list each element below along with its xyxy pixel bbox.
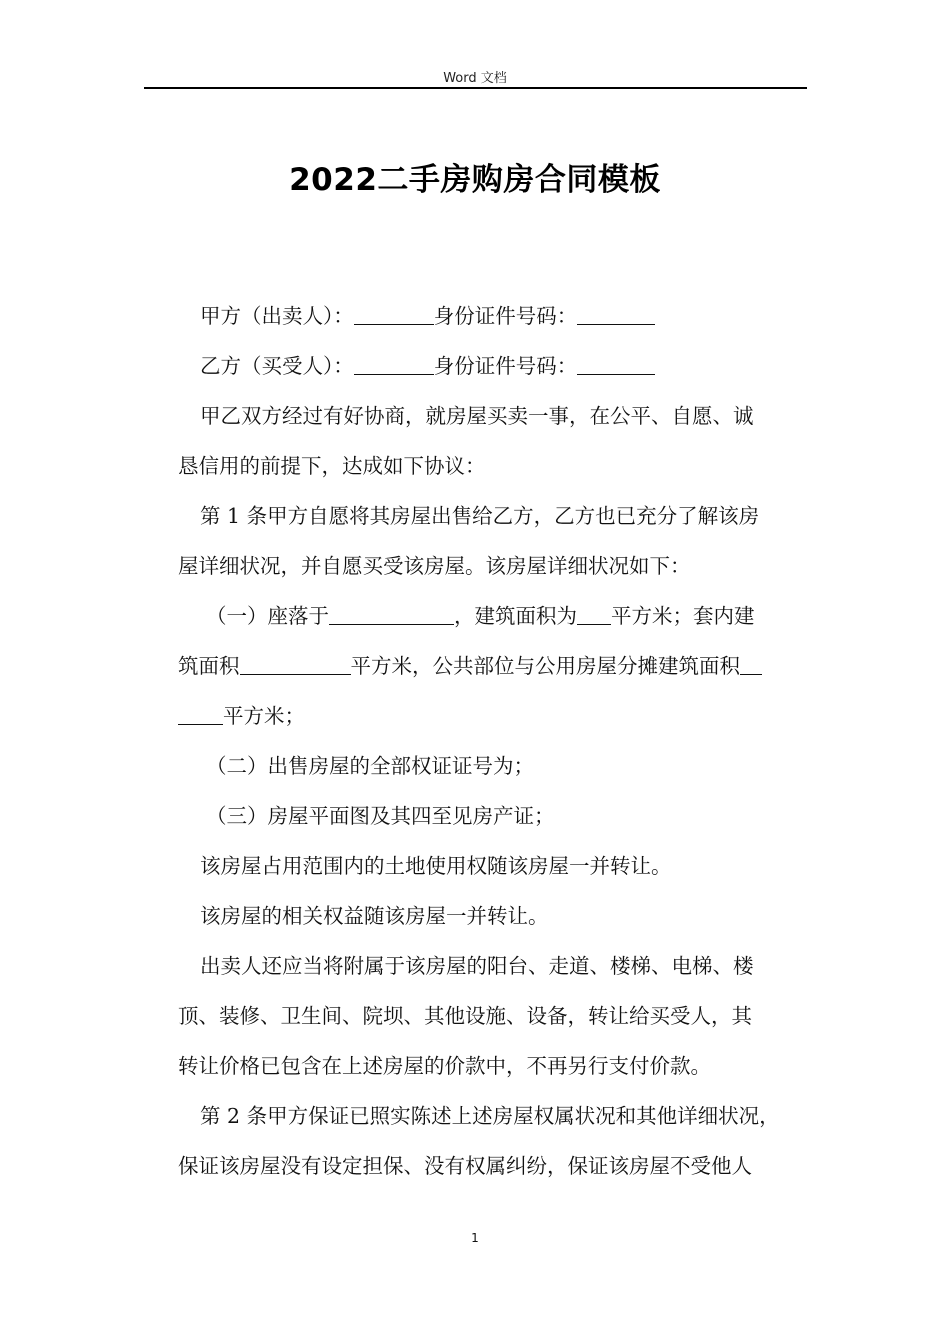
paragraph-line: 转让价格已包含在上述房屋的价款中，不再另行支付价款。 [178,1054,711,1078]
blank-field [240,648,351,675]
paragraph-line: 该房屋占用范围内的土地使用权随该房屋一并转让。 [200,854,672,878]
location-line: （一）座落于 ，建筑面积为 平方米；套内建 [178,591,808,641]
blank-field [740,648,762,675]
blank-field [577,298,655,325]
document-title: 2022二手房购房合同模板 [289,162,661,198]
paragraph-line: 恳信用的前提下，达成如下协议： [178,454,486,478]
paragraph-line: （三）房屋平面图及其四至见房产证； [206,804,555,828]
paragraph-line: 出卖人还应当将附属于该房屋的阳台、走道、楼梯、电梯、楼 [200,954,754,978]
area-line: 平方米； [178,691,808,741]
paragraph-line: 屋详细状况，并自愿买受该房屋。该房屋详细状况如下： [178,554,691,578]
page-number: 1 [471,1231,479,1245]
blank-field [577,598,611,625]
blank-field [329,598,454,625]
paragraph-line: 第 1 条甲方自愿将其房屋出售给乙方，乙方也已充分了解该房 [200,504,760,528]
document-body [178,291,808,1191]
area-line: 筑面积 平方米，公共部位与公用房屋分摊建筑面积 [178,641,808,691]
party-b-line: 乙方（买受人）： 身份证件号码： [178,341,808,391]
blank-field [577,348,655,375]
page-header: Word 文档 [443,71,507,86]
paragraph-line: 该房屋的相关权益随该房屋一并转让。 [200,904,549,928]
blank-field [354,298,434,325]
paragraph-line: 甲乙双方经过有好协商，就房屋买卖一事，在公平、自愿、诚 [200,404,754,428]
paragraph-line: 顶、装修、卫生间、院坝、其他设施、设备，转让给买受人，其 [178,1004,752,1028]
paragraph-line: （二）出售房屋的全部权证证号为； [206,754,534,778]
blank-field [354,348,434,375]
header-rule [144,87,807,89]
paragraph-line: 第 2 条甲方保证已照实陈述上述房屋权属状况和其他详细状况， [200,1104,780,1128]
party-a-line: 甲方（出卖人）： 身份证件号码： [178,291,808,341]
paragraph-line: 保证该房屋没有设定担保、没有权属纠纷，保证该房屋不受他人 [178,1154,752,1178]
blank-field [178,698,223,725]
